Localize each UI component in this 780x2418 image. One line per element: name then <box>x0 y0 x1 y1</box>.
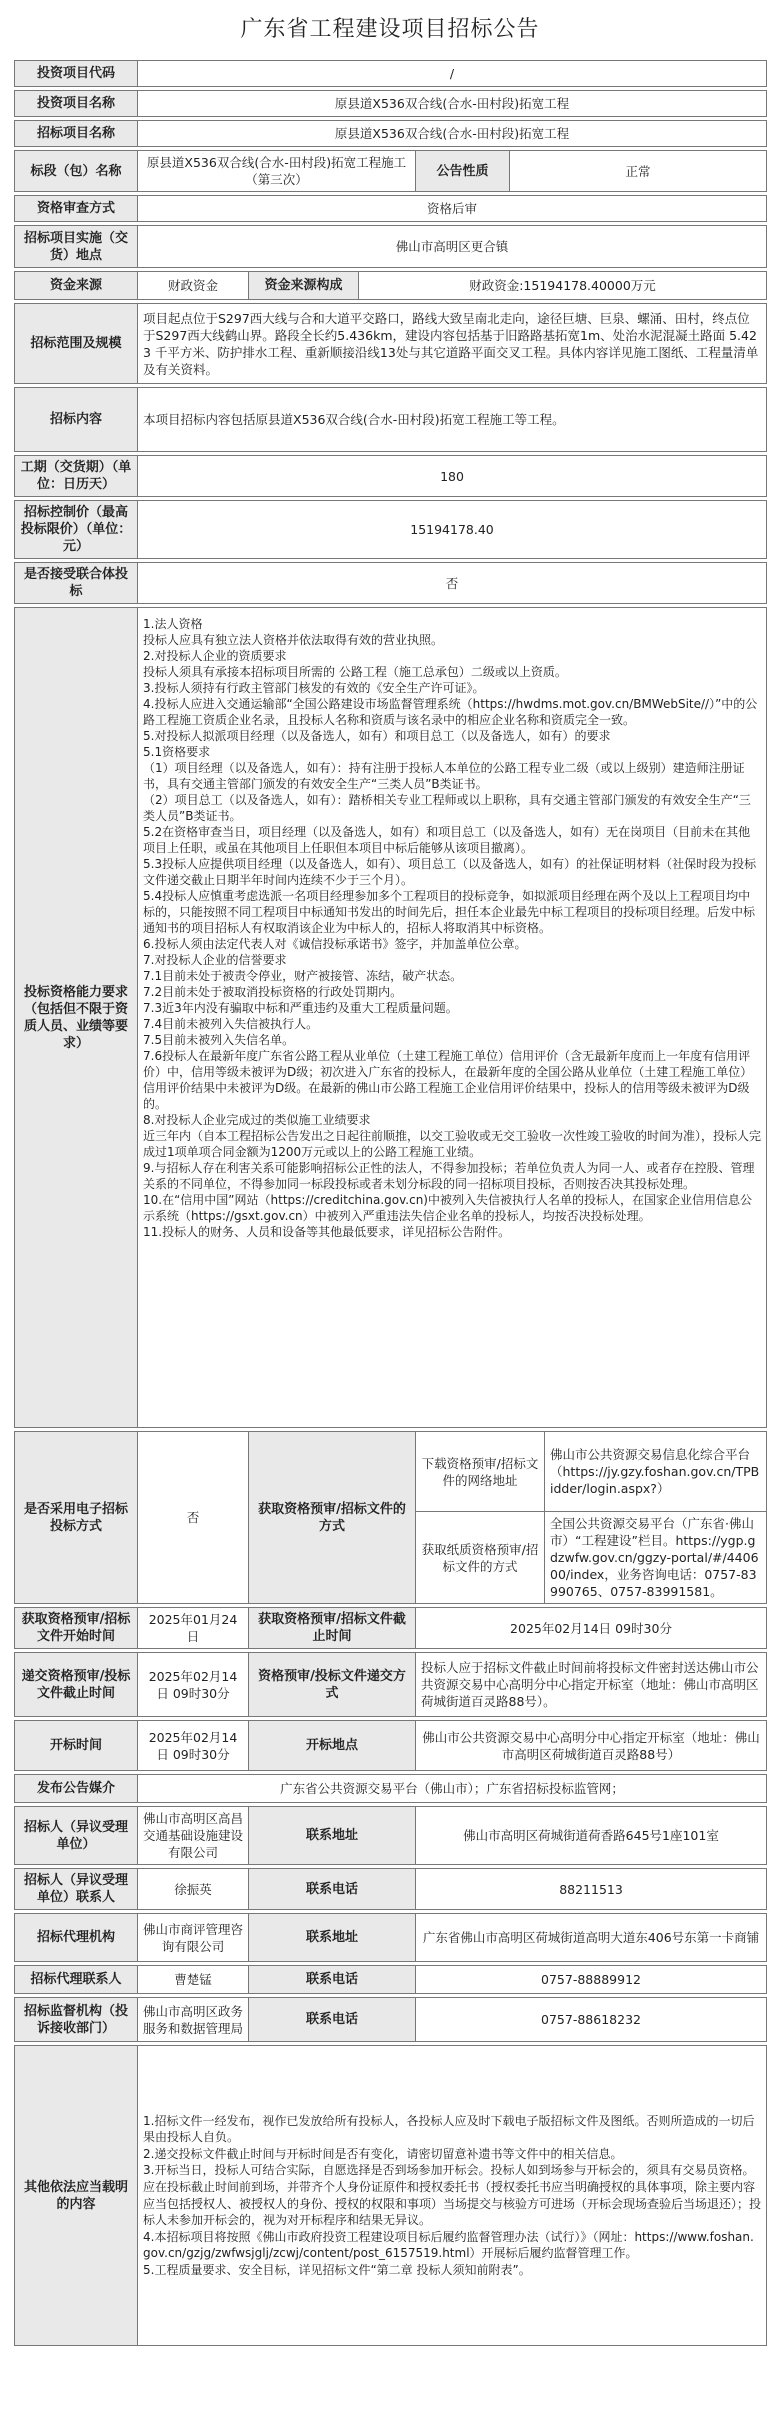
requirement-paragraph: 7.1目前未处于被责令停业，财产被接管、冻结，破产状态。 <box>143 969 463 983</box>
requirement-paragraph: 6.投标人须由法定代表人对《诚信投标承诺书》签字，并加盖单位公章。 <box>143 937 527 951</box>
value-scope: 项目起点位于S297西大线与合和大道平交路口，路线大致呈南北走向，途径巨塘、巨泉、螺涌、田村，终点位于S297西大线鹤山界。路段全长约5.436km，建设内容包括基于旧路路基拓宽1m、处治水泥混凝土路面 5.423 千平方米、防护排水工程、重新顺接沿线13处与其它道路平面交叉工程。具体内容详见施工图纸、工程量清单及有关资料。 <box>138 304 767 384</box>
note-paragraph: 2.递交投标文件截止时间与开标时间是否有变化，请密切留意补遗书等文件中的相关信息。 <box>143 2146 623 2161</box>
requirement-paragraph: 5.3投标人应提供项目经理（以及备选人，如有）、项目总工（以及备选人，如有）的社保证明材料（社保时段为投标文件递交截止日期半年时间内连续不少于三个月）。 <box>143 857 757 887</box>
value-media: 广东省公共资源交易平台（佛山市）；广东省招标投标监管网； <box>138 1775 767 1803</box>
requirement-paragraph: 投标人须具有承接本招标项目所需的 公路工程（施工总承包）二级或以上资质。 <box>143 665 567 679</box>
row-agency-contact <box>15 1966 767 1994</box>
requirement-paragraph: 2.对投标人企业的资质要求 <box>143 649 287 663</box>
row-content <box>15 388 767 452</box>
label-submit-deadline: 递交资格预审/投标文件截止时间 <box>15 1653 138 1717</box>
label-qualification-review: 资格审查方式 <box>15 196 138 222</box>
requirement-paragraph: 5.4投标人应慎重考虑选派一名项目经理参加多个工程项目的投标竞争，如拟派项目经理在两个及以上工程项目均中标的，只能按照不同工程项目中标通知书发出的时间先后，担任本企业最先中标工程项目的投标项目经理。后发中标通知书的项目招标人有权取消该企业为中标人的，招标人将取消其中标资格。 <box>143 889 756 935</box>
requirement-paragraph: 5.1资格要求 <box>143 745 211 759</box>
value-consortium: 否 <box>138 563 767 604</box>
note-paragraph: 3.开标当日，投标人可结合实际，自愿选择是否到场参加开标会。投标人如到场参与开标会的，须具有交易员资格。应在投标截止时间前到场，并带齐个人身份证原件和授权委托书（授权委托书应当明确授权的具体事项，除主要内容应当包括授权人、被授权人的身份、授权的权限和事项）当场提交与核验方可进场（开标会现场查验后当场退还）；投标人未参加开标会的，视为对开标程序和结果无异议。 <box>143 2163 762 2228</box>
requirement-paragraph: 11.投标人的财务、人员和设备等其他最低要求，详见招标公告附件。 <box>143 1225 511 1239</box>
label-price-cap: 招标控制价（最高投标限价）（单位：元） <box>15 501 138 559</box>
label-project-name: 投资项目名称 <box>15 91 138 117</box>
label-agency-contact: 招标代理联系人 <box>15 1966 138 1994</box>
requirement-paragraph: （2）项目总工（以及备选人，如有）：踏桥相关专业工程师或以上职称，具有交通主管部门颁发的有效安全生产“三类人员”B类证书。 <box>143 793 751 823</box>
value-e-bid: 否 <box>138 1432 249 1604</box>
requirement-paragraph: 7.3近3年内没有骗取中标和严重违约及重大工程质量问题。 <box>143 1001 458 1015</box>
requirement-paragraph: 7.6投标人在最新年度广东省公路工程从业单位（土建工程施工单位）信用评价（含无最新年度而上一年度有信用评价）中，信用等级未被评为D级；初次进入广东省的投标人，在最新年度的全国公路从业单位（土建工程施工单位）信用评价结果中未被评为D级。在最新的佛山市公路工程施工企业信用评价结果中，投标人的信用等级未被评为D级的。 <box>143 1049 753 1111</box>
requirement-paragraph: 5.2在资格审查当日，项目经理（以及备选人，如有）和项目总工（以及备选人，如有）无在岗项目（目前未在其他项目上任职，或虽在其他项目上任职但本项目中标后能够从该项目撤离）。 <box>143 825 751 855</box>
value-other <box>138 2046 767 2346</box>
value-tenderer-phone: 88211513 <box>416 1869 767 1910</box>
value-supervisor: 佛山市高明区政务服务和数据管理局 <box>138 1998 249 2042</box>
label-section-name: 标段（包）名称 <box>15 151 138 192</box>
requirement-paragraph: 1.法人资格 <box>143 617 203 631</box>
value-content: 本项目招标内容包括原县道X536双合线(合水-田村段)拓宽工程施工等工程。 <box>138 388 767 452</box>
label-e-bid: 是否采用电子招标投标方式 <box>15 1432 138 1604</box>
value-submit-method: 投标人应于招标文件截止时间前将投标文件密封送达佛山市公共资源交易中心高明分中心指定开标室（地址：佛山市高明区荷城街道百灵路88号）。 <box>416 1653 767 1717</box>
label-agency: 招标代理机构 <box>15 1914 138 1962</box>
label-tenderer-phone: 联系电话 <box>249 1869 416 1910</box>
value-open-place: 佛山市公共资源交易中心高明分中心指定开标室（地址：佛山市高明区荷城街道百灵路88号） <box>416 1721 767 1771</box>
label-consortium: 是否接受联合体投标 <box>15 563 138 604</box>
row-project-code <box>15 61 767 87</box>
requirement-paragraph: 4.投标人应进入交通运输部“全国公路建设市场监督管理系统（https://hwdms.mot.gov.cn/BMWebSite//）”中的公路工程施工资质企业名录，且投标人名称和资质与该名录中的相应企业名称和资质完全一致。 <box>143 697 758 727</box>
label-notice-nature: 公告性质 <box>416 151 510 192</box>
note-paragraph: 4.本招标项目将按照《佛山市政府投资工程建设项目标后履约监督管理办法（试行）》（网址：https://www.foshan.gov.cn/gzjg/zwfwsjglj/zcwj/content/post_6157519.html）开展标后履约监督管理工作。 <box>143 2229 754 2261</box>
row-qualification-review <box>15 196 767 222</box>
row-open <box>15 1721 767 1771</box>
requirement-paragraph: 8.对投标人企业完成过的类似施工业绩要求 <box>143 1113 371 1127</box>
row-media <box>15 1775 767 1803</box>
row-scope <box>15 304 767 384</box>
value-tenderer: 佛山市高明区高昌交通基础设施建设有限公司 <box>138 1807 249 1865</box>
value-obtain-end: 2025年02月14日 09时30分 <box>416 1608 767 1649</box>
value-fund-composition: 财政资金:15194178.40000万元 <box>359 272 767 300</box>
value-obtain-start: 2025年01月24日 <box>138 1608 249 1649</box>
value-download-addr: 佛山市公共资源交易信息化综合平台（https://jy.gzy.foshan.gov.cn/TPBidder/login.aspx?） <box>545 1432 767 1512</box>
label-tenderer: 招标人（异议受理单位） <box>15 1807 138 1865</box>
row-obtain-time <box>15 1608 767 1649</box>
requirement-paragraph: 3.投标人须持有行政主管部门核发的有效的《安全生产许可证》。 <box>143 681 485 695</box>
label-submit-method: 资格预审/投标文件递交方式 <box>249 1653 416 1717</box>
requirement-paragraph: 7.4目前未被列入失信被执行人。 <box>143 1017 319 1031</box>
requirement-paragraph: 投标人应具有独立法人资格并依法取得有效的营业执照。 <box>143 633 444 647</box>
label-requirements: 投标资格能力要求（包括但不限于资质人员、业绩等要求） <box>15 608 138 1428</box>
requirement-paragraph: 7.5目前未被列入失信名单。 <box>143 1033 295 1047</box>
row-project-name <box>15 91 767 117</box>
value-tenderer-addr: 佛山市高明区荷城街道荷香路645号1座101室 <box>416 1807 767 1865</box>
row-tenderer-contact <box>15 1869 767 1910</box>
row-supervisor <box>15 1998 767 2042</box>
requirement-paragraph: 9.与招标人存在利害关系可能影响招标公正性的法人，不得参加投标；若单位负责人为同一人、或者存在控股、管理关系的不同单位，不得参加同一标段投标或者未划分标段的同一招标项目投标，否则按否决其投标处理。 <box>143 1161 755 1191</box>
value-requirements <box>138 608 767 1428</box>
label-duration: 工期（交货期）（单位：日历天） <box>15 456 138 497</box>
label-open-place: 开标地点 <box>249 1721 416 1771</box>
value-open-time: 2025年02月14日 09时30分 <box>138 1721 249 1771</box>
row-consortium <box>15 563 767 604</box>
row-section <box>15 151 767 192</box>
value-agency-addr: 广东省佛山市高明区荷城街道高明大道东406号东第一卡商铺 <box>416 1914 767 1962</box>
row-tenderer <box>15 1807 767 1865</box>
row-duration <box>15 456 767 497</box>
value-agency-phone: 0757-88889912 <box>416 1966 767 1994</box>
value-location: 佛山市高明区更合镇 <box>138 226 767 268</box>
value-duration: 180 <box>138 456 767 497</box>
value-agency-contact: 曹楚锰 <box>138 1966 249 1994</box>
requirement-paragraph: 7.2目前未处于被取消投标资格的行政处罚期内。 <box>143 985 403 999</box>
label-obtain-start: 获取资格预审/招标文件开始时间 <box>15 1608 138 1649</box>
value-tender-project-name: 原县道X536双合线(合水-田村段)拓宽工程 <box>138 121 767 147</box>
note-paragraph: 1.招标文件一经发布，视作已发放给所有投标人，各投标人应及时下载电子版招标文件及图纸。否则所造成的一切后果由投标人自负。 <box>143 2113 755 2145</box>
page-title: 广东省工程建设项目招标公告 <box>240 17 540 42</box>
row-tender-project-name <box>15 121 767 147</box>
label-download-addr: 下载资格预审/招标文件的网络地址 <box>416 1432 545 1512</box>
value-fund-source: 财政资金 <box>138 272 249 300</box>
requirement-paragraph: 近三年内（自本工程招标公告发出之日起往前顺推，以交工验收或无交工验收一次性竣工验收的时间为准），投标人完成过1项单项合同金额为1200万元或以上的公路工程施工业绩。 <box>143 1129 762 1159</box>
value-price-cap: 15194178.40 <box>138 501 767 559</box>
label-agency-addr: 联系地址 <box>249 1914 416 1962</box>
label-supervisor-phone: 联系电话 <box>249 1998 416 2042</box>
row-fund-source <box>15 272 767 300</box>
label-obtain-end: 获取资格预审/招标文件截止时间 <box>249 1608 416 1649</box>
requirement-paragraph: （1）项目经理（以及备选人，如有）：持有注册于投标人本单位的公路工程专业二级（或以上级别）建造师注册证书，具有交通主管部门颁发的有效安全生产“三类人员”B类证书。 <box>143 761 745 791</box>
label-tenderer-addr: 联系地址 <box>249 1807 416 1865</box>
note-paragraph: 5.工程质量要求、安全目标，详见招标文件“第二章 投标人须知前附表”。 <box>143 2262 531 2277</box>
label-fund-composition: 资金来源构成 <box>249 272 359 300</box>
row-agency <box>15 1914 767 1962</box>
label-tender-project-name: 招标项目名称 <box>15 121 138 147</box>
requirement-paragraph: 7.对投标人企业的信誉要求 <box>143 953 287 967</box>
label-scope: 招标范围及规模 <box>15 304 138 384</box>
label-open-time: 开标时间 <box>15 1721 138 1771</box>
row-price-cap <box>15 501 767 559</box>
label-supervisor: 招标监督机构（投诉接收部门） <box>15 1998 138 2042</box>
value-section-name: 原县道X536双合线(合水-田村段)拓宽工程施工（第三次） <box>138 151 416 192</box>
label-tenderer-contact: 招标人（异议受理单位）联系人 <box>15 1869 138 1910</box>
label-fund-source: 资金来源 <box>15 272 138 300</box>
row-location <box>15 226 767 268</box>
row-other <box>15 2046 767 2346</box>
notice-table <box>14 60 767 2346</box>
row-requirements <box>15 608 767 1428</box>
value-submit-deadline: 2025年02月14日 09时30分 <box>138 1653 249 1717</box>
label-location: 招标项目实施（交货）地点 <box>15 226 138 268</box>
row-download-addr <box>15 1432 767 1512</box>
value-paper-addr: 全国公共资源交易平台（广东省·佛山市）“工程建设”栏目。https://ygp.gdzwfw.gov.cn/ggzy-portal/#/440600/index，业务咨询电话：0757-83990765、0757-83991581。 <box>545 1512 767 1604</box>
value-tenderer-contact: 徐振英 <box>138 1869 249 1910</box>
row-submit <box>15 1653 767 1717</box>
label-obtain-method: 获取资格预审/招标文件的方式 <box>249 1432 416 1604</box>
value-qualification-review: 资格后审 <box>138 196 767 222</box>
label-project-code: 投资项目代码 <box>15 61 138 87</box>
value-project-name: 原县道X536双合线(合水-田村段)拓宽工程 <box>138 91 767 117</box>
label-paper-addr: 获取纸质资格预审/招标文件的方式 <box>416 1512 545 1604</box>
value-agency: 佛山市商评管理咨询有限公司 <box>138 1914 249 1962</box>
label-media: 发布公告媒介 <box>15 1775 138 1803</box>
label-content: 招标内容 <box>15 388 138 452</box>
requirement-paragraph: 5.对投标人拟派项目经理（以及备选人，如有）和项目总工（以及备选人，如有）的要求 <box>143 729 611 743</box>
label-agency-phone: 联系电话 <box>249 1966 416 1994</box>
value-supervisor-phone: 0757-88618232 <box>416 1998 767 2042</box>
value-notice-nature: 正常 <box>510 151 767 192</box>
requirement-paragraph: 10.在“信用中国”网站（https://creditchina.gov.cn)中被列入失信被执行人名单的投标人，在国家企业信用信息公示系统（https://gsxt.gov.cn）中被列入严重违法失信企业名单的投标人，均按否决投标处理。 <box>143 1193 752 1223</box>
value-project-code: / <box>138 61 767 87</box>
label-other: 其他依法应当载明的内容 <box>15 2046 138 2346</box>
